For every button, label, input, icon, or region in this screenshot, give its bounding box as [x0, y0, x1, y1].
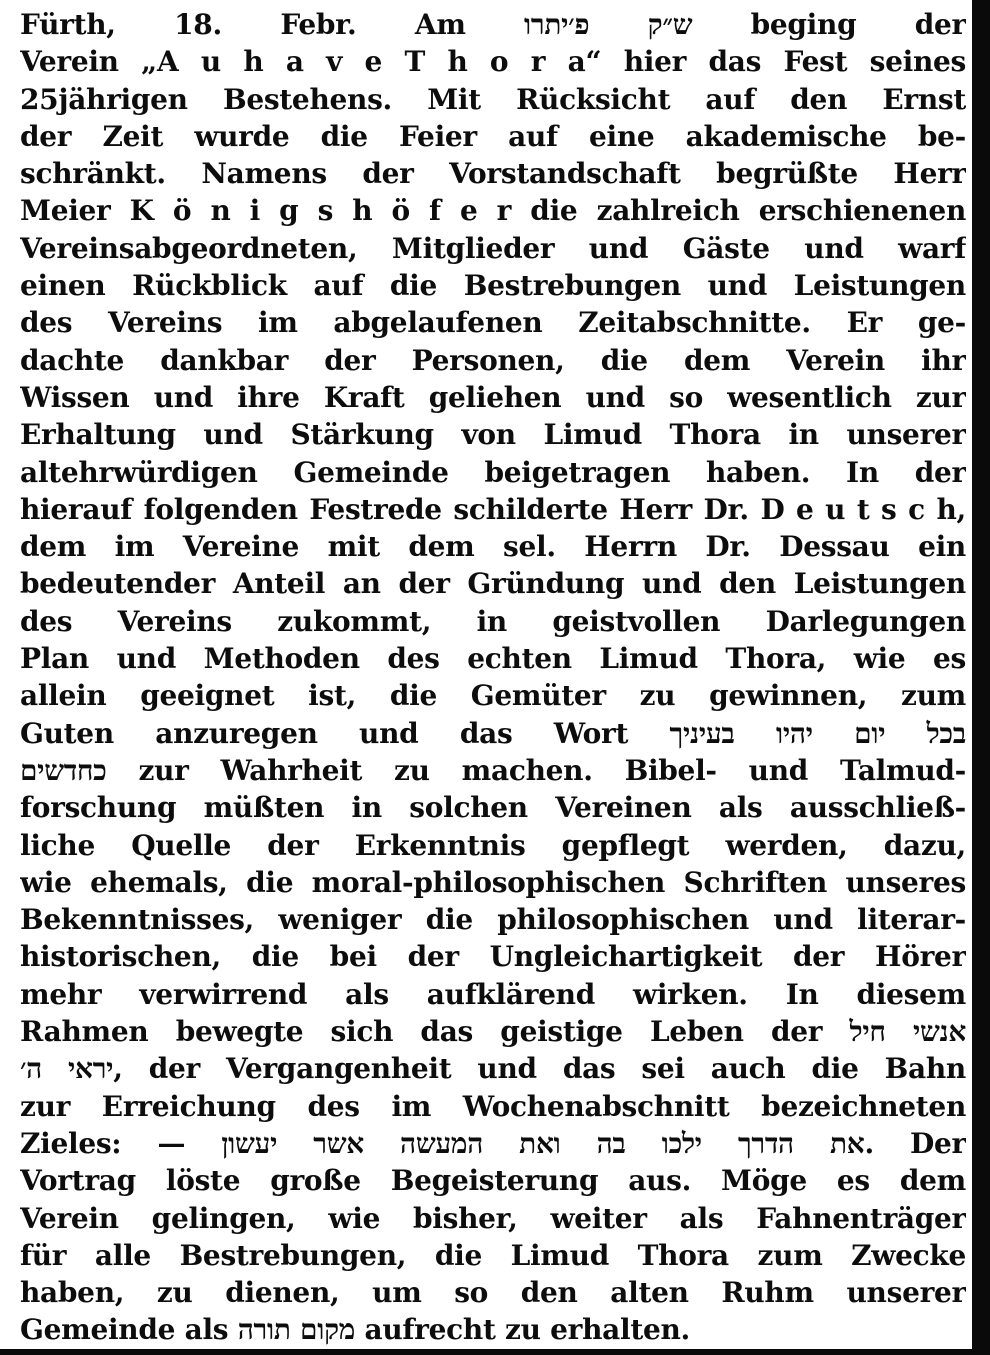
text-line: Verein „A u h a v e T h o r a“ hier das Fest seines [20, 45, 966, 79]
text-line: des Vereins zukommt, in geistvollen Darlegungen [20, 604, 966, 638]
text-line: Wissen und ihre Kraft geliehen und so wesentlich zur [20, 380, 966, 414]
text-line: Vereinsabgeordneten, Mitglieder und Gäste und warf [20, 231, 966, 265]
text-line: Verein gelingen, wie bisher, weiter als Fahnenträger [20, 1201, 966, 1235]
text-line: mehr verwirrend als aufklärend wirken. In diesem [20, 977, 966, 1011]
scan-border-right [972, 0, 990, 1355]
text-line: allein geeignet ist, die Gemüter zu gewinnen, zum [20, 679, 966, 713]
text-line: dem im Vereine mit dem sel. Herrn Dr. Dessau ein [20, 530, 966, 564]
text-line: bedeutender Anteil an der Gründung und den Leistungen [20, 567, 966, 601]
text-line: altehrwürdigen Gemeinde beigetragen haben. In der [20, 455, 966, 489]
text-line: schränkt. Namens der Vorstandschaft begrüßte Herr [20, 157, 966, 191]
text-line: historischen, die bei der Ungleichartigkeit der Hörer [20, 940, 966, 974]
text-line: einen Rückblick auf die Bestrebungen und Leistungen [20, 269, 966, 303]
text-line: יראי ה׳, der Vergangenheit und das sei auch die Bahn [20, 1052, 966, 1086]
text-line: hierauf folgenden Festrede schilderte Herr Dr. D e u t s c h, [20, 492, 966, 526]
text-line: Vortrag löste große Begeisterung aus. Möge es dem [20, 1164, 966, 1198]
text-line: für alle Bestrebungen, die Limud Thora zum Zwecke [20, 1238, 966, 1272]
text-line: Meier K ö n i g s h ö f e r die zahlreich erschienenen [20, 194, 966, 228]
text-line: 25jährigen Bestehens. Mit Rücksicht auf den Ernst [20, 82, 966, 116]
text-line: forschung müßten in solchen Vereinen als ausschließ- [20, 791, 966, 825]
scan-border-bottom [0, 1349, 990, 1355]
text-line: zur Erreichung des im Wochenabschnitt bezeichneten [20, 1089, 966, 1123]
text-line: der Zeit wurde die Feier auf eine akademische be- [20, 119, 966, 153]
text-line: Fürth, 18. Febr. Am ש״ק פ׳יתרו beging der [20, 8, 966, 41]
text-line: haben, zu dienen, um so den alten Ruhm unserer [20, 1276, 966, 1310]
text-line: Zieles: — את הדרך ילכו בה ואת המעשה אשר יעשון. Der [20, 1126, 966, 1160]
text-line: des Vereins im abgelaufenen Zeitabschnitte. Er ge- [20, 306, 966, 340]
text-line: Rahmen bewegte sich das geistige Leben der אנשי חיל [20, 1015, 966, 1049]
text-line: כחדשים zur Wahrheit zu machen. Bibel- und Talmud- [20, 753, 966, 787]
text-line: liche Quelle der Erkenntnis gepflegt werden, dazu, [20, 828, 966, 862]
text-line: Guten anzuregen und das Wort בכל יום יהיו בעיניך [20, 716, 966, 750]
text-line: Bekenntnisses, weniger die philosophischen und literar- [20, 903, 966, 937]
text-line: wie ehemals, die moral-philosophischen Schriften unseres [20, 865, 966, 899]
article-text [20, 6, 966, 1349]
text-line: Gemeinde als מקום תורה aufrecht zu erhalten. [20, 1313, 690, 1347]
text-line: Erhaltung und Stärkung von Limud Thora in unserer [20, 418, 966, 452]
text-line: dachte dankbar der Personen, die dem Verein ihr [20, 343, 966, 377]
text-line: Plan und Methoden des echten Limud Thora, wie es [20, 642, 966, 676]
